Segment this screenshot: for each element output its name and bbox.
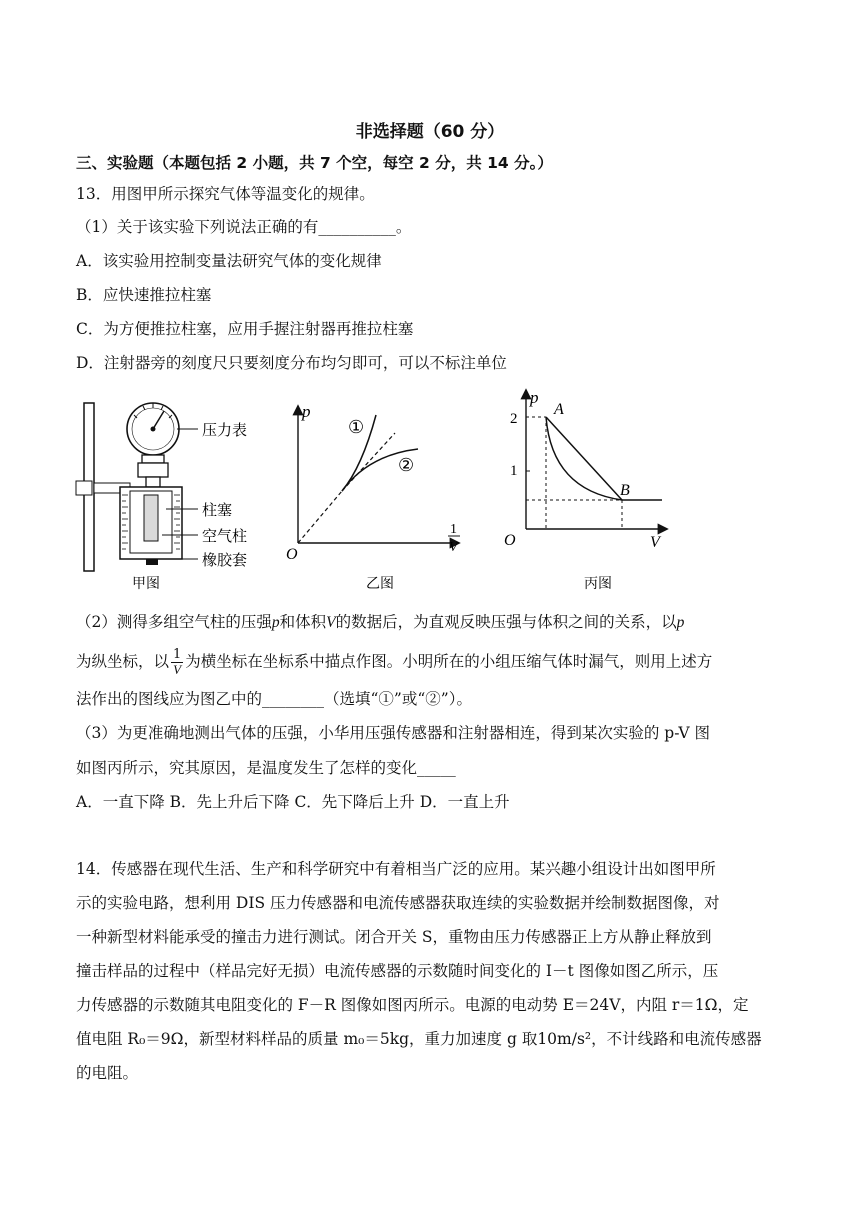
figure-jia-caption: 甲图 [132, 576, 160, 592]
q13-option-d: D．注射器旁的刻度尺只要刻度分布均匀即可，可以不标注单位 [76, 354, 507, 372]
part3-heading: 三、实验题（本题包括 2 小题，共 7 个空，每空 2 分，共 14 分。） [76, 154, 553, 172]
section-title: 非选择题（60 分） [355, 122, 505, 142]
bing-point-a-label: A [554, 401, 564, 418]
q13-sub3-line1: （3）为更准确地测出气体的压强，小华用压强传感器和注射器相连，得到某次实验的 p-V 图 [76, 724, 710, 742]
q14-line-3: 一种新型材料能承受的撞击力进行测试。闭合开关 S，重物由压力传感器正上方从静止释放到 [76, 928, 712, 946]
yi-axis-y-label: p [302, 402, 311, 421]
q14-line-7: 的电阻。 [76, 1064, 139, 1082]
air-column-label: 空气柱 [202, 527, 248, 545]
q13-sub2-line1: （2）测得多组空气柱的压强p和体积V的数据后，为直观反映压强与体积之间的关系，以p [76, 613, 685, 631]
q13-sub2-line2: 为纵坐标，以 $\frac{1}{V}$ 为横坐标在坐标系中描点作图。小明所在的小组压缩气体时漏气，则用上述方 [76, 647, 713, 677]
q14-line-2: 示的实验电路，想利用 DIS 压力传感器和电流传感器获取连续的实验数据并绘制数据图像，对 [76, 894, 720, 912]
yi-curve-2-label: ② [398, 455, 415, 476]
q13-option-a: A．该实验用控制变量法研究气体的变化规律 [76, 252, 382, 270]
q13-sub3-options: A．一直下降 B．先上升后下降 C．先下降后上升 D．一直上升 [76, 793, 510, 811]
q14-line-4: 撞击样品的过程中（样品完好无损）电流传感器的示数随时间变化的 I－t 图像如图乙所示，压 [76, 962, 719, 980]
bing-origin-label: O [504, 532, 516, 549]
gauge-label: 压力表 [202, 421, 248, 439]
figure-yi [282, 385, 482, 595]
q14-line-1: 14．传感器在现代生活、生产和科学研究中有着相当广泛的应用。某兴趣小组设计出如图甲所 [76, 860, 716, 878]
reciprocal-v-fraction: $\frac{1}{V}$ [173, 647, 182, 677]
q14-line-5: 力传感器的示数随其电阻变化的 F－R 图像如图丙所示。电源的电动势 E＝24V，内阻 r＝1Ω，定 [76, 996, 749, 1014]
bing-axis-y-label: p [530, 388, 539, 407]
rubber-cap-label: 橡胶套 [202, 551, 248, 569]
bing-axis-x-label: V [650, 534, 660, 551]
figure-bing [496, 385, 696, 595]
q13-stem: 13．用图甲所示探究气体等温变化的规律。 [76, 185, 375, 203]
q13-option-c: C．为方便推拉柱塞，应用手握注射器再推拉柱塞 [76, 320, 414, 338]
yi-origin-label: O [286, 546, 298, 563]
q13-option-b: B．应快速推拉柱塞 [76, 286, 212, 304]
figure-yi-caption: 乙图 [366, 576, 394, 592]
bing-tick-1: 1 [510, 463, 518, 479]
plunger-label: 柱塞 [202, 501, 233, 519]
q13-sub2-line3: 法作出的图线应为图乙中的________（选填“①”或“②”）。 [76, 690, 472, 708]
bing-tick-2: 2 [510, 411, 518, 427]
q13-sub3-line2: 如图丙所示，究其原因，是温度发生了怎样的变化_____ [76, 759, 456, 777]
yi-curve-1-label: ① [348, 417, 365, 438]
figure-jia [70, 385, 270, 595]
q13-sub1: （1）关于该实验下列说法正确的有__________。 [76, 218, 412, 236]
figure-bing-caption: 丙图 [584, 576, 612, 592]
bing-point-b-label: B [620, 482, 630, 499]
q14-line-6: 值电阻 R₀＝9Ω，新型材料样品的质量 m₀＝5kg，重力加速度 g 取10m/s²，不计线路和电流传感器 [76, 1030, 762, 1048]
yi-axis-x-denominator: V [449, 540, 458, 555]
yi-axis-x-numerator: 1 [450, 522, 457, 537]
